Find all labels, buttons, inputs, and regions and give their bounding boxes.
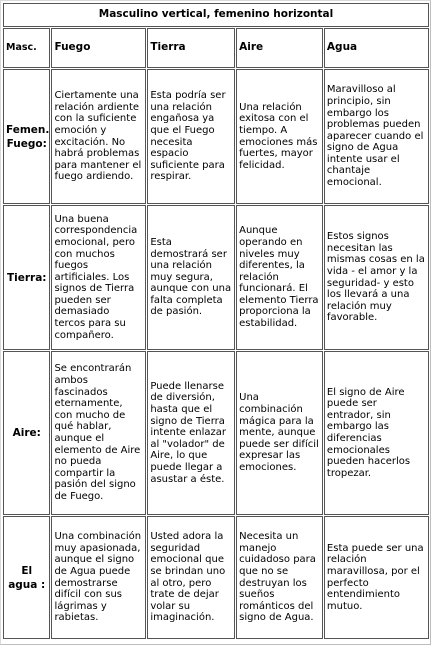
row-label-fuego: Femen. Fuego:: [3, 69, 50, 204]
table-cell: El signo de Aire puede ser entrador, sin embargo las diferencias emocionales pueden hacerlos tropezar.: [324, 351, 429, 515]
table-cell: Ciertamente una relación ardiente con la suficiente emoción y excitación. No habrá problemas para mantener el fuego ardiendo.: [51, 69, 146, 204]
header-agua: Agua: [324, 28, 429, 68]
table-cell: Esta puede ser una relación maravillosa, por el perfecto entendimiento mutuo.: [324, 516, 429, 639]
table-cell: Aunque operando en niveles muy diferentes, la relación funcionará. El elemento Tierra proporciona la estabilidad.: [236, 205, 323, 350]
table-title: Masculino vertical, femenino horizontal: [3, 3, 429, 27]
header-masc: Masc.: [3, 28, 50, 68]
header-fuego: Fuego: [51, 28, 146, 68]
row-label-agua: El agua :: [3, 516, 50, 639]
table-cell: Estos signos necesitan las mismas cosas en la vida - el amor y la seguridad- y esto los llevará a una relación muy favorable.: [324, 205, 429, 350]
table-cell: Esta demostrará ser una relación muy segura, aunque con una falta completa de pasión.: [147, 205, 235, 350]
table-cell: Una buena correspondencia emocional, pero con muchos fuegos artificiales. Los signos de Tierra pueden ser demasiado tercos para su compañero.: [51, 205, 146, 350]
table-cell: Una combinación mágica para la mente, aunque puede ser difícil expresar las emociones.: [236, 351, 323, 515]
table-cell: Esta podría ser una relación engañosa ya que el Fuego necesita espacio suficiente para respirar.: [147, 69, 235, 204]
header-aire: Aire: [236, 28, 323, 68]
table-cell: Usted adora la seguridad emocional que se brindan uno al otro, pero trate de dejar volar su imaginación.: [147, 516, 235, 639]
table-cell: Una combinación muy apasionada, aunque el signo de Agua puede demostrarse difícil con sus lágrimas y rabietas.: [51, 516, 146, 639]
table-cell: Puede llenarse de diversión, hasta que el signo de Tierra intente enlazar al "volador" de Aire, lo que puede llegar a asustar a éste.: [147, 351, 235, 515]
table-cell: Se encontrarán ambos fascinados eternamente, con mucho de qué hablar, aunque el elemento de Aire no pueda compartir la pasión del signo de Fuego.: [51, 351, 146, 515]
table-row: [3, 69, 429, 204]
table-row: [3, 516, 429, 639]
compatibility-table: [2, 2, 430, 640]
table-row: [3, 205, 429, 350]
table-cell: Una relación exitosa con el tiempo. A emociones más fuertes, mayor felicidad.: [236, 69, 323, 204]
table-cell: Maravilloso al principio, sin embargo los problemas pueden aparecer cuando el signo de Agua intente usar el chantaje emocional.: [324, 69, 429, 204]
table-cell: Necesita un manejo cuidadoso para que no se destruyan los sueños románticos del signo de Agua.: [236, 516, 323, 639]
table-row: [3, 351, 429, 515]
header-row: [3, 28, 429, 68]
row-label-aire: Aire:: [3, 351, 50, 515]
header-tierra: Tierra: [147, 28, 235, 68]
row-label-tierra: Tierra:: [3, 205, 50, 350]
